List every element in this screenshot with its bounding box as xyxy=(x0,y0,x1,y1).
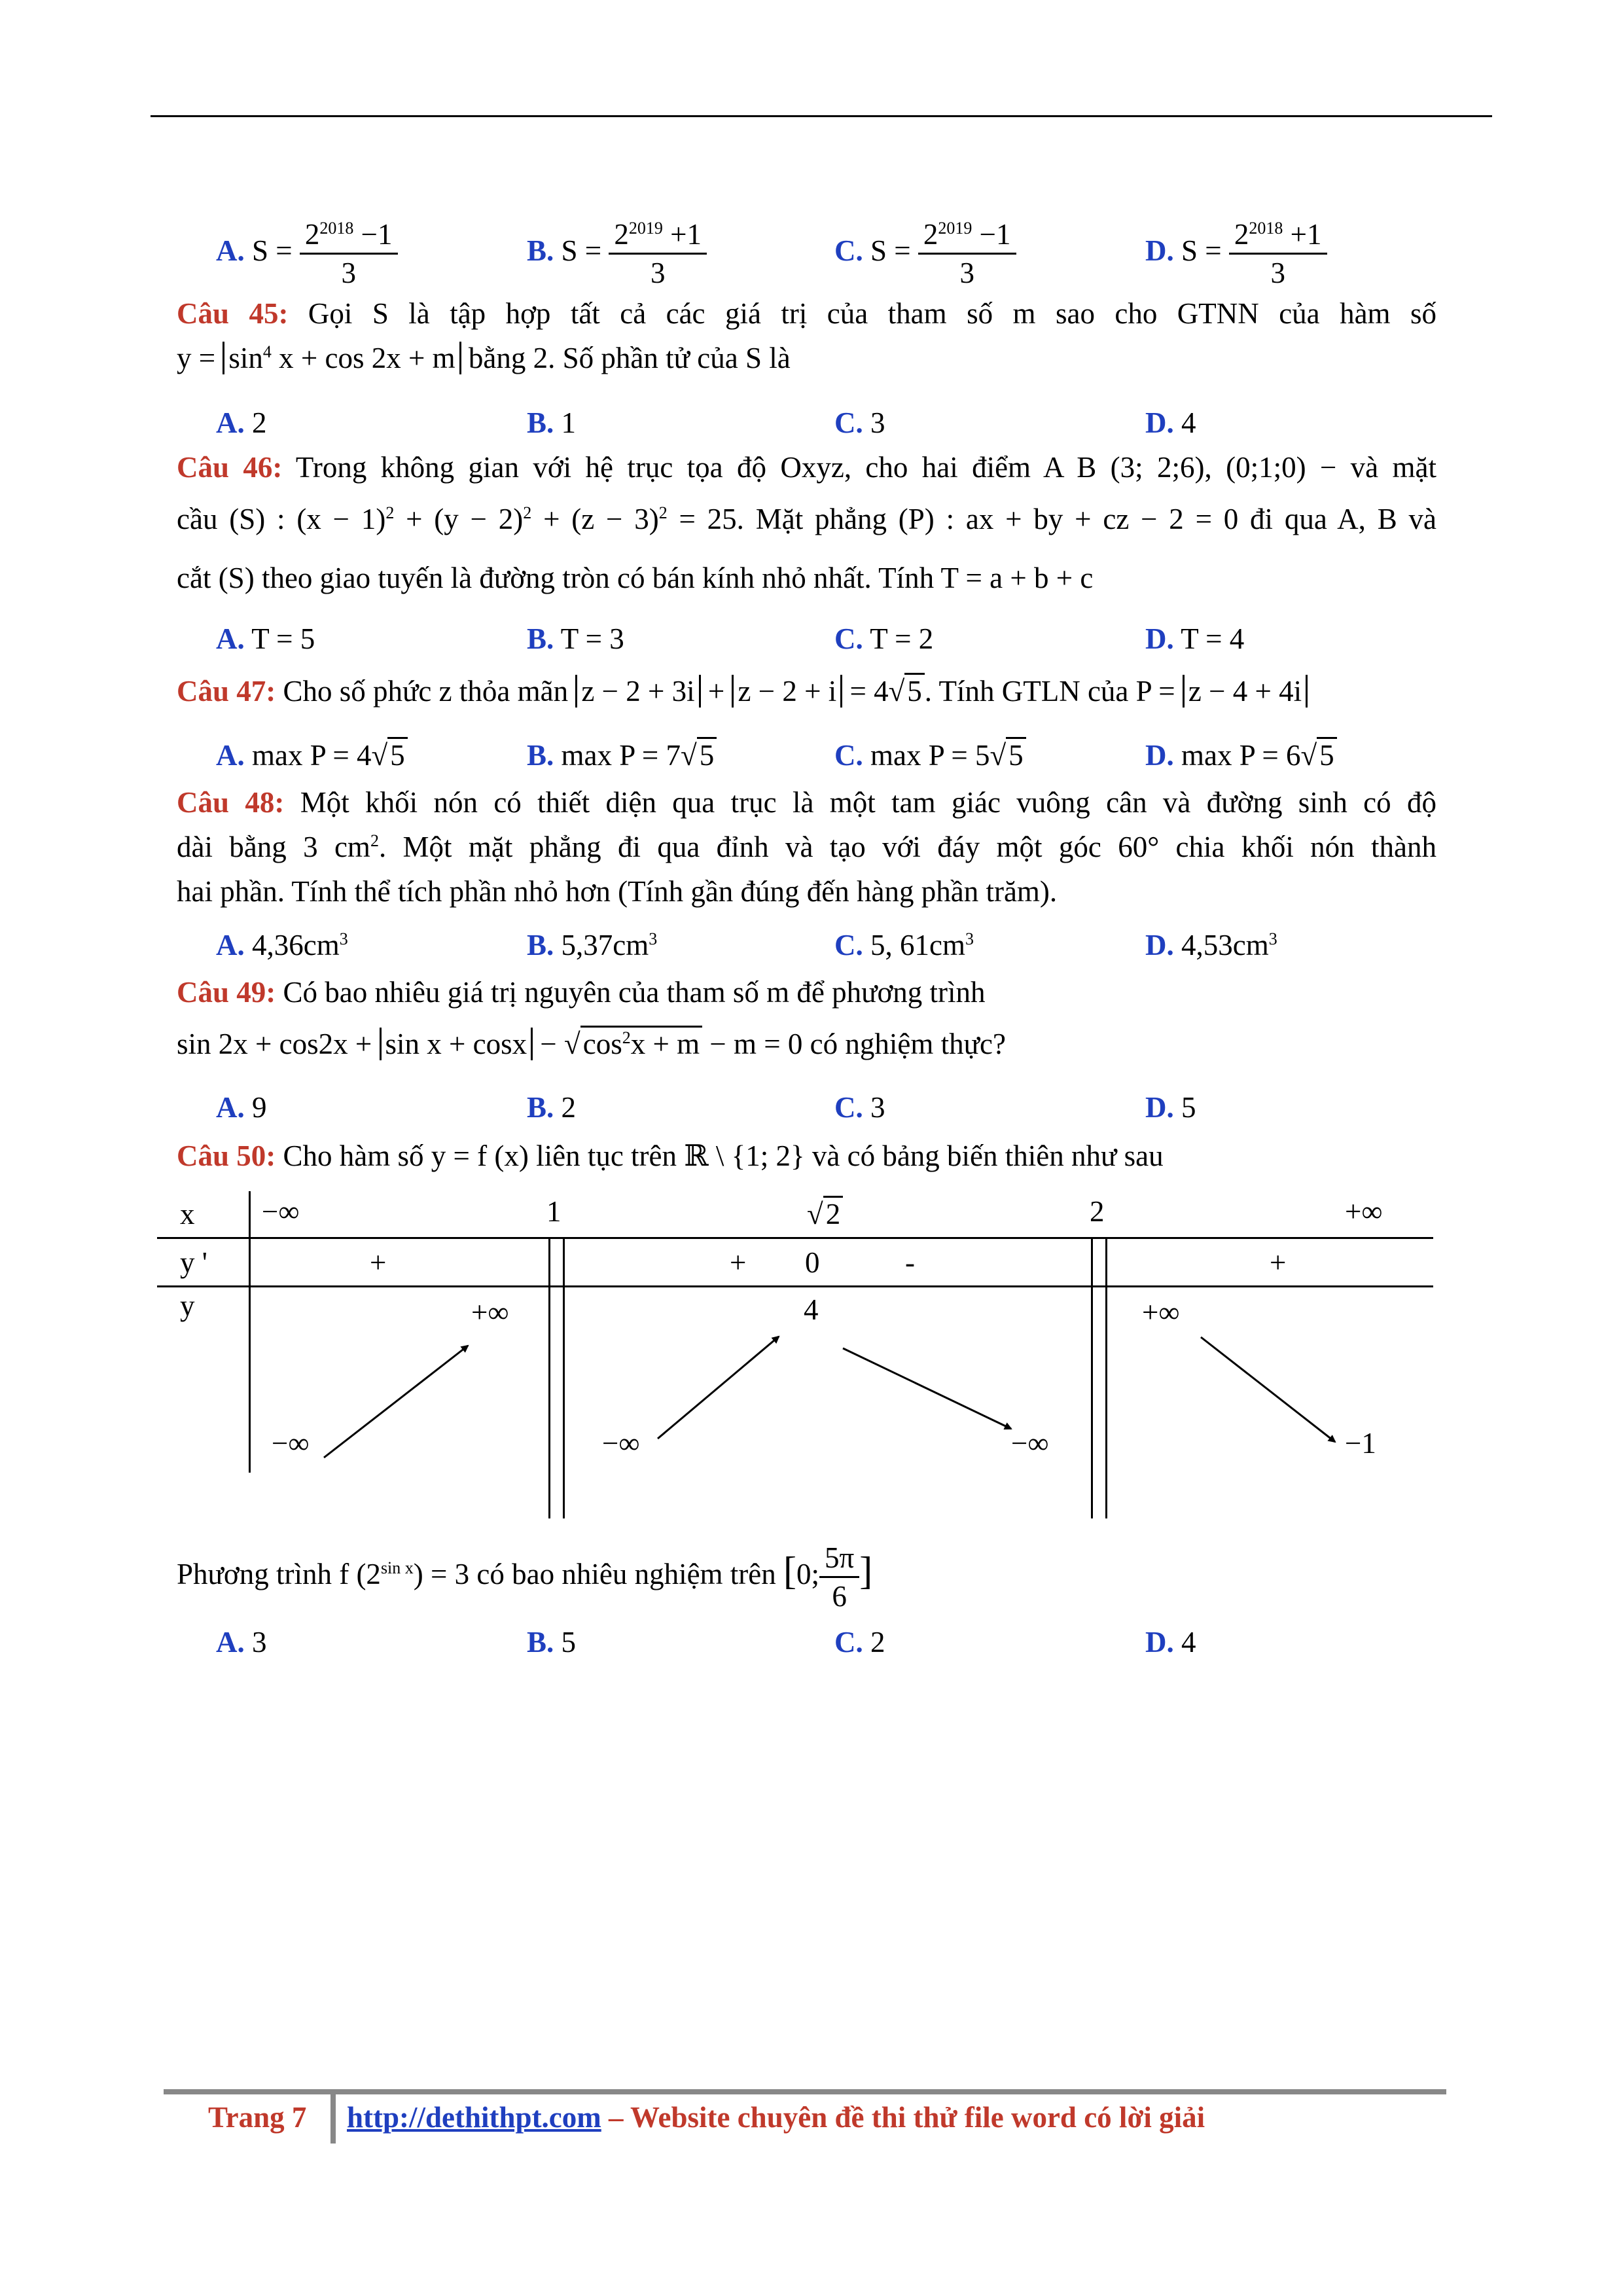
y-val-5: −∞ xyxy=(1011,1427,1049,1460)
footer-divider xyxy=(330,2091,336,2144)
question-45: Câu 45: Gọi S là tập hợp tất cả các giá trị của tham số m sao cho GTNN của hàm số $y = \sin^4 x + \cos 2x + m$ bằng 2. Số phần tử của S là xyxy=(177,297,1437,374)
y-val-4: −∞ xyxy=(602,1427,640,1460)
x-val-2: 2 xyxy=(1090,1195,1105,1228)
q46-options: A. T = 5 B. T = 3 C. T = 2 D. T = 4 xyxy=(216,622,1245,655)
page-number: Trang 7 xyxy=(208,2101,307,2134)
x-val-pos-inf: +∞ xyxy=(1345,1195,1383,1228)
q44-option-d: D. S = $\frac{2^{2018} +1}{3}$ xyxy=(1145,216,1327,291)
table-x-label: x xyxy=(180,1198,195,1230)
q50-question-line: Phương trình f $(2^{sin x}) = 3$ có bao nhiêu nghiệm trên [0; $\frac{5\pi}{6}$ ] xyxy=(177,1535,1436,1615)
yp-sign-4: + xyxy=(1270,1246,1287,1279)
header-rule xyxy=(151,115,1492,117)
yp-sign-2: + xyxy=(730,1246,747,1279)
x-val-sqrt2: √2 xyxy=(807,1198,843,1230)
y-val-7: −1 xyxy=(1345,1427,1376,1460)
footer-rule xyxy=(164,2089,1446,2094)
question-46: Câu 46: Trong không gian với hệ trục tọa độ Oxyz, cho hai điểm A B (3; 2;6), (0;1;0) − và mặt cầu (S) : $(x - 1)^2 + (y - 2)^2 + (z - 3)^2 = 25$. Mặt phẳng (P) : ax + by + cz − 2 = 0 đi qua A, B và cắt (S) theo giao tuyến là đường tròn có bán kính nhỏ nhất. Tính T = a + b + c xyxy=(177,451,1436,594)
x-val-neg-inf: −∞ xyxy=(262,1195,300,1228)
yp-sign-3: - xyxy=(905,1246,915,1279)
q44-options xyxy=(216,216,1459,295)
q45-abs: $\sin^4 x + \cos 2x + m$ xyxy=(223,342,461,374)
yp-sign-1: + xyxy=(370,1246,387,1279)
variation-table xyxy=(157,1191,1433,1518)
y-val-3: 4 xyxy=(804,1293,819,1326)
y-val-1: +∞ xyxy=(471,1296,509,1329)
table-arrows xyxy=(157,1191,1433,1518)
q49-options: A. 9 B. 2 C. 3 D. 5 xyxy=(216,1091,1196,1124)
footer-text: http://dethithpt.com – Website chuyên đề thi thử file word có lời giải xyxy=(347,2101,1205,2134)
q48-options: A. $4,36cm^3$ B. $5,37cm^3$ C. 5, $61cm^3$ D. $4,53cm^3$ xyxy=(216,929,1277,961)
arrow-3 xyxy=(843,1348,1011,1429)
y-val-6: +∞ xyxy=(1142,1296,1180,1329)
yp-zero: 0 xyxy=(805,1246,820,1279)
q45-options: A. 2 B. 1 C. 3 D. 4 xyxy=(216,406,1196,439)
x-val-1: 1 xyxy=(546,1195,562,1228)
question-49: Câu 49: Có bao nhiêu giá trị nguyên của tham số m để phương trình $\sin 2x + \cos 2x + \sin x + \cos x - √\cos^2x + m - m = 0$ có nghiệm thực? xyxy=(177,976,1006,1060)
arrow-4 xyxy=(1201,1337,1335,1442)
q45-label: Câu 45: xyxy=(177,297,289,330)
y-val-2: −∞ xyxy=(272,1427,310,1460)
table-yprime-label: y ' xyxy=(180,1246,207,1279)
arrow-1 xyxy=(324,1346,468,1458)
q44-option-c: C. S = $\frac{2^{2019} -1}{3}$ xyxy=(834,216,1016,291)
footer-link[interactable]: http://dethithpt.com xyxy=(347,2101,601,2134)
arrow-2 xyxy=(658,1336,779,1439)
table-y-label: y xyxy=(180,1289,195,1322)
q44-option-b: B. S = $\frac{2^{2019} +1}{3}$ xyxy=(527,216,707,291)
q47-options: A. max P = 4√5 B. max P = 7√5 C. max P = 5√5 D. max P = 6√5 xyxy=(216,733,1459,778)
q44-option-a: A. S = $\frac{2^{2018} -1}{3}$ xyxy=(216,216,398,291)
question-48: Câu 48: Một khối nón có thiết diện qua trục là một tam giác vuông cân và đường sinh có độ dài bằng 3 $cm^2$. Một mặt phẳng đi qua đỉnh và tạo với đáy một góc 60° chia khối nón thành hai phần. Tính thể tích phần nhỏ hơn (Tính gần đúng đến hàng phần trăm). xyxy=(177,786,1436,908)
question-47: Câu 47: Cho số phức z thỏa mãn z − 2 + 3i + z − 2 + i = 4√5. Tính GTLN của P = z − 4 + 4i xyxy=(177,669,1436,713)
q50-options: A. 3 B. 5 C. 2 D. 4 xyxy=(216,1626,1196,1659)
question-50: Câu 50: Cho hàm số y = f (x) liên tục trên ℝ \ {1; 2} và có bảng biến thiên như sau xyxy=(177,1139,1164,1172)
